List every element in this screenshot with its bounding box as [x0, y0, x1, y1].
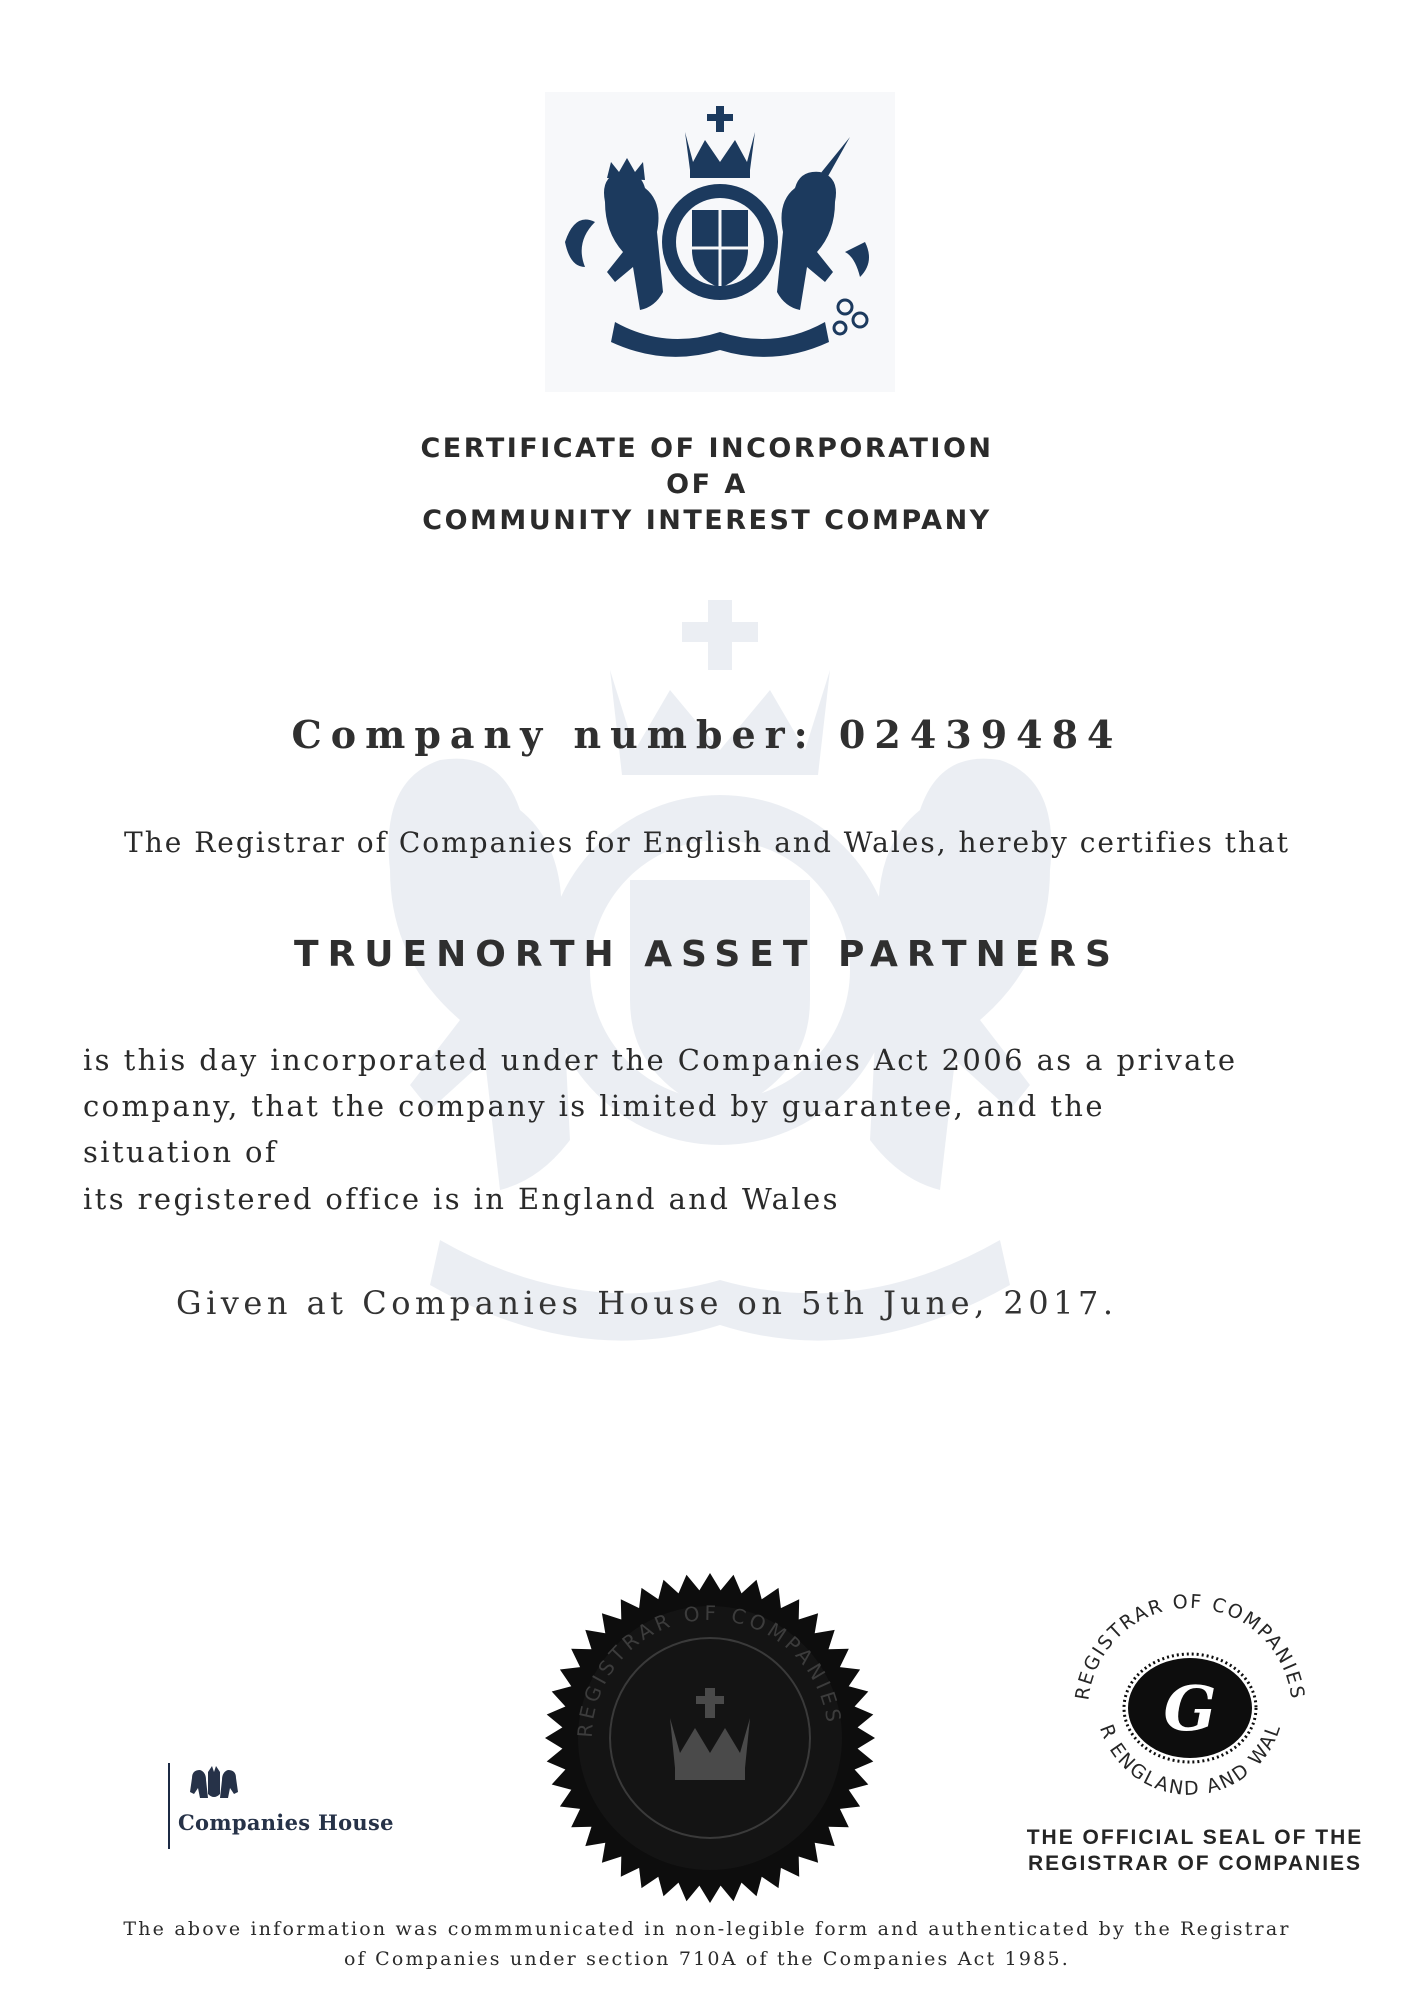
seal-caption-line-1: THE OFFICIAL SEAL OF THE	[1026, 1826, 1364, 1849]
registrar-statement: The Registrar of Companies for English and Wales, hereby certifies that	[124, 826, 1290, 859]
company-number: Company number: 02439484	[291, 712, 1123, 757]
incorporation-text-line-2: company, that the company is limited by guarantee, and the	[83, 1089, 1105, 1123]
black-seal-ring-text: REGISTRAR OF COMPANIES	[572, 1600, 847, 1739]
seal-ring-text-top: REGISTRAR OF COMPANIES	[1071, 1590, 1309, 1702]
company-name: TRUENORTH ASSET PARTNERS	[294, 934, 1120, 975]
royal-coat-of-arms-icon	[545, 92, 895, 392]
royal-coat-of-arms-watermark	[270, 580, 1170, 1380]
seal-ring-text-bottom: R ENGLAND AND WAL	[1094, 1720, 1286, 1800]
embossed-crown-seal-icon	[540, 1568, 880, 1908]
footer-note-line-1: The above information was commmunicated in non-legible form and authenticated by the Registrar	[123, 1918, 1291, 1940]
certificate-title-line-2: OF A	[666, 469, 748, 500]
seal-caption-line-2: REGISTRAR OF COMPANIES	[1027, 1852, 1363, 1875]
registrar-seal-icon	[1060, 1570, 1320, 1830]
companies-house-crest-icon	[186, 1764, 242, 1802]
companies-house-divider	[168, 1763, 170, 1849]
companies-house-label: Companies House	[178, 1810, 394, 1835]
incorporation-text-line-1: is this day incorporated under the Companies Act 2006 as a private	[83, 1043, 1238, 1077]
given-date-line: Given at Companies House on 5th June, 2017.	[176, 1284, 1118, 1322]
footer-note-line-2: of Companies under section 710A of the Companies Act 1985.	[344, 1948, 1070, 1970]
certificate-title-line-1: CERTIFICATE OF INCORPORATION	[420, 433, 994, 464]
incorporation-text-line-3: situation of	[83, 1135, 279, 1169]
seal-monogram: G	[1163, 1672, 1217, 1745]
certificate-title-line-3: COMMUNITY INTEREST COMPANY	[422, 505, 992, 536]
incorporation-text-line-4: its registered office is in England and Wales	[83, 1182, 840, 1216]
